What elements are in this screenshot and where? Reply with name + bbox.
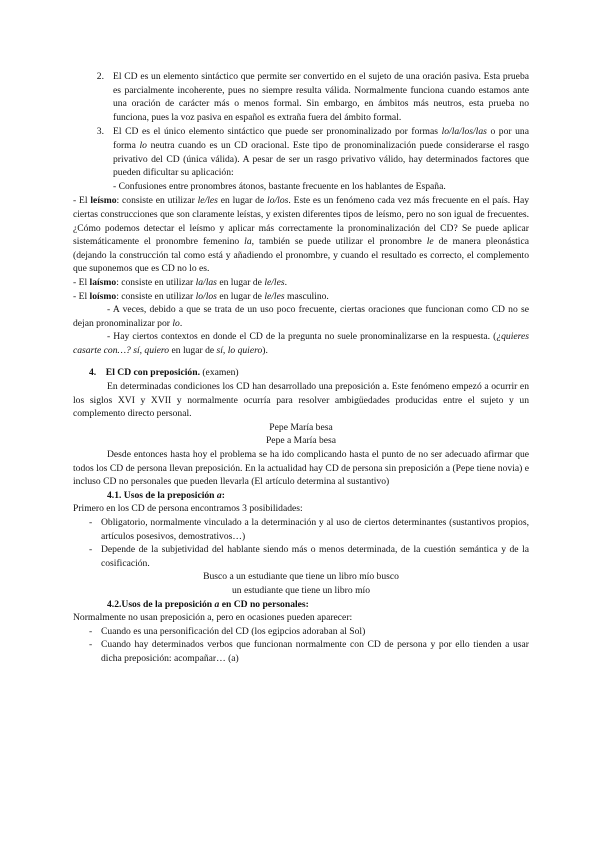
list-item: - Cuando hay determinados verbos que funcionan normalmente con CD de persona y por ello tienden a usar dicha preposición: acompañar… (a)	[89, 639, 529, 664]
document-page	[73, 70, 529, 666]
list-item: - Obligatorio, normalmente vinculado a la determinación y al uso de ciertos determinantes (sustantivos propios, artículos posesivos, demostrativos…)	[89, 517, 529, 542]
list-item-3	[73, 125, 529, 193]
list-item-2	[73, 70, 529, 124]
example-4: un estudiante que tiene un libro mío	[231, 584, 370, 596]
example-3: Busco a un estudiante que tiene un libro mío busco	[203, 571, 399, 583]
loismo-paragraph: - El loísmo: consiste en utilizar lo/los en lugar de le/les masculino.	[73, 290, 329, 302]
laismo-paragraph: - El laísmo: consiste en utilizar la/las en lugar de le/les.	[73, 276, 287, 288]
list-text: El CD es el único elemento sintáctico que puede ser pronominalizado por formas lo/la/los/las o por una forma lo neutra cuando es un CD oracional. Este tipo de pronominalización puede considerarse el rasgo privativo del CD (única válida). A pesar de ser un rasgo privativo válido, hay determinados factores que pueden dificultar su aplicación: - Confusiones entre pronombres átonos, bastante frecuente en los hablantes de España.	[113, 126, 529, 192]
example-2: Pepe a María besa	[265, 435, 337, 447]
note-paragraph-1: - A veces, debido a que se trata de un uso poco frecuente, ciertas oraciones que funcionan como CD no se dejan pronominalizar por lo.	[73, 304, 529, 329]
section-4-2-heading: 4.2.Usos de la preposición a en CD no personales:	[107, 598, 309, 610]
example-1: Pepe María besa	[269, 421, 333, 433]
list-text: El CD es un elemento sintáctico que permite ser convertido en el sujeto de una oración pasiva. Esta prueba es parcialmente incoherente, pues no siempre resulta válida. Normalmente funciona cuando estamos ante una oración de carácter más o menos formal. Sin embargo, en ámbitos más neutros, esta prueba no funciona, pues la voz pasiva en español es extraña fuera del ámbito formal.	[113, 71, 529, 123]
section-4-heading: 4. El CD con preposición. (examen)	[89, 367, 239, 379]
leismo-paragraph: - El leísmo: consiste en utilizar le/les en lugar de lo/los. Este es un fenómeno cada vez más frecuente en el país. Hay ciertas construcciones que son claramente leístas, y existen diferentes tipos de leísmo, pero no son igual de frecuentes. ¿Cómo podemos detectar el leísmo y aplicar más correctamente la pronominalización del CD? Se puede aplicar sistemáticamente el pronombre femenino la, también se puede utilizar el pronombre le de manera pleonástica (dejando la construcción tal como está y añadiendo el pronombre, y cuando el resultado es correcto, el complemento que suponemos que es CD no lo es.	[73, 195, 529, 275]
list-item: - Cuando es una personificación del CD (los egipcios adoraban al Sol)	[89, 625, 366, 637]
pronoun-lo: lo	[139, 139, 147, 151]
term-leismo: leísmo	[90, 195, 117, 207]
section-title: El CD con preposición.	[105, 367, 200, 379]
term-loismo: loísmo	[89, 290, 117, 302]
section-4-paragraph-2: Desde entonces hasta hoy el problema se ha ido complicando hasta el punto de no ser adecuado afirmar que todos los CD de persona llevan preposición. En la actualidad hay CD de persona sin preposición a (Pepe tiene novia) e incluso CD no personales que pueden llevarla (El artículo determina al sustantivo)	[73, 449, 529, 488]
list-number: 3.	[96, 126, 104, 138]
section-4-1-intro: Primero en los CD de persona encontramos 3 posibilidades:	[73, 503, 303, 515]
note-paragraph-2: - Hay ciertos contextos en donde el CD de la pregunta no suele pronominalizarse en la respuesta. (¿quieres casarte con…? sí, quiero en lugar de sí, lo quiero).	[73, 331, 529, 356]
term-laismo: laísmo	[89, 276, 117, 288]
section-4-paragraph-1: En determinadas condiciones los CD han desarrollado una preposición a. Este fenómeno empezó a ocurrir en los siglos XVI y XVII y normalmente ocurría para resolver ambigüedades producidas entre el sujeto y un complemento directo personal.	[73, 381, 529, 420]
list-item: - Depende de la subjetividad del hablante siendo más o menos determinada, de la cuestión semántica y de la cosificación.	[89, 544, 529, 569]
section-4-1-heading: 4.1. Usos de la preposición a:	[107, 489, 225, 501]
list-number: 2.	[96, 71, 104, 82]
section-4-2-intro: Normalmente no usan preposición a, pero en ocasiones pueden aparecer:	[73, 612, 353, 624]
sub-note: - Confusiones entre pronombres átonos, bastante frecuente en los hablantes de España.	[113, 180, 446, 192]
pronoun-forms: lo/la/los/las	[441, 126, 487, 138]
